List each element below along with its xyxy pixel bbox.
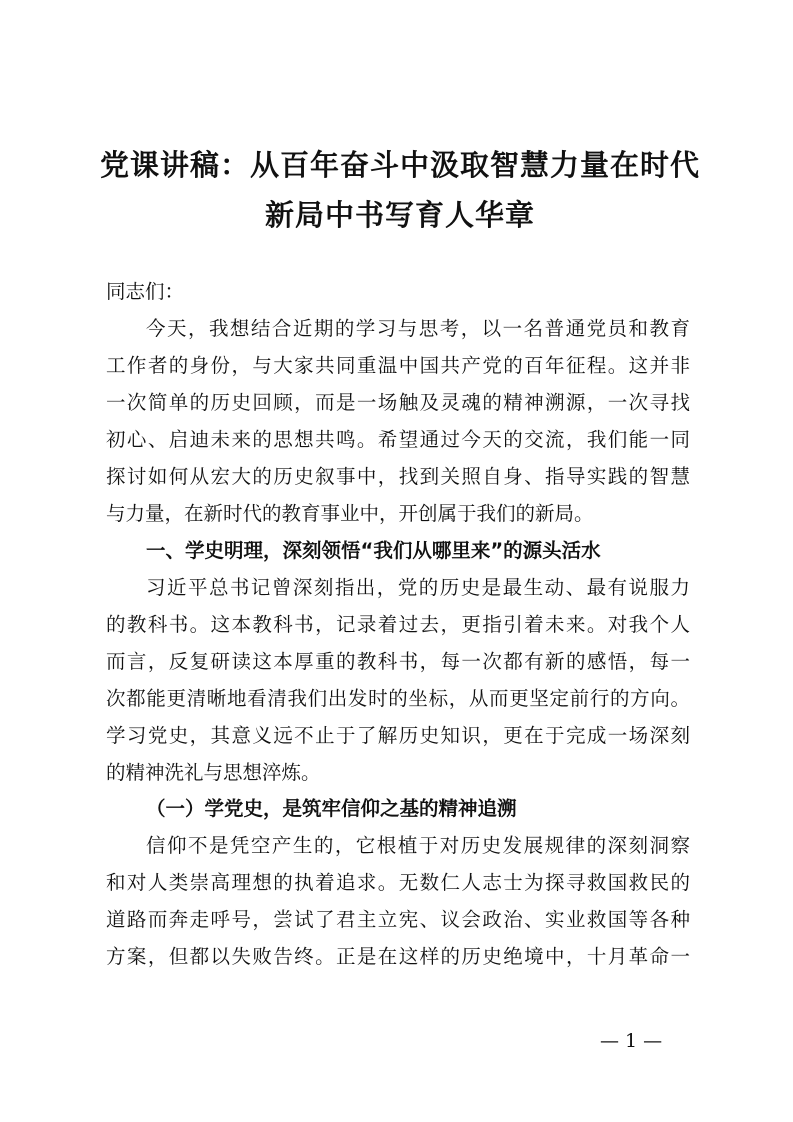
paragraph-line: 信仰不是凭空产生的，它根植于对历史发展规律的深刻洞察: [146, 834, 690, 857]
title-line-1: 党课讲稿：从百年奋斗中汲取智慧力量在时代: [100, 148, 701, 182]
paragraph-line: 初心、启迪未来的思想共鸣。希望通过今天的交流，我们能一同: [106, 428, 690, 451]
paragraph-line: 与力量，在新时代的教育事业中，开创属于我们的新局。: [106, 502, 594, 525]
section-heading: 一、学史明理，深刻领悟“我们从哪里来”的源头活水: [146, 539, 601, 562]
document-title: [100, 140, 700, 240]
paragraph-line: 的教科书。这本教科书，记录着过去，更指引着未来。对我个人: [106, 613, 690, 636]
subsection-heading: （一）学党史，是筑牢信仰之基的精神追溯: [146, 797, 517, 820]
paragraph-line: 和对人类崇高理想的执着追求。无数仁人志士为探寻救国救民的: [106, 871, 690, 894]
paragraph-line: 而言，反复研读这本厚重的教科书，每一次都有新的感悟，每一: [106, 650, 690, 673]
title-line-2: 新局中书写育人华章: [264, 198, 535, 232]
paragraph-line: 次都能更清晰地看清我们出发时的坐标，从而更坚定前行的方向。: [106, 687, 690, 710]
subsection1-paragraph: [106, 827, 690, 975]
paragraph-line: 一次简单的历史回顾，而是一场触及灵魂的精神溯源，一次寻找: [106, 391, 690, 414]
paragraph-line: 今天，我想结合近期的学习与思考，以一名普通党员和教育: [146, 317, 690, 340]
paragraph-line: 学习党史，其意义远不止于了解历史知识，更在于完成一场深刻: [106, 724, 690, 747]
page-number: — 1 —: [600, 1030, 663, 1052]
paragraph-line: 习近平总书记曾深刻指出，党的历史是最生动、最有说服力: [146, 576, 690, 599]
paragraph-line: 道路而奔走呼号，尝试了君主立宪、议会政治、实业救国等各种: [106, 908, 690, 931]
intro-paragraph: [106, 310, 690, 532]
greeting: 同志们：: [106, 280, 185, 303]
paragraph-line: 方案，但都以失败告终。正是在这样的历史绝境中，十月革命一: [106, 945, 690, 968]
paragraph-line: 的精神洗礼与思想淬炼。: [106, 761, 321, 784]
paragraph-line: 探讨如何从宏大的历史叙事中，找到关照自身、指导实践的智慧: [106, 465, 690, 488]
section1-paragraph: [106, 569, 690, 791]
paragraph-line: 工作者的身份，与大家共同重温中国共产党的百年征程。这并非: [106, 354, 690, 377]
